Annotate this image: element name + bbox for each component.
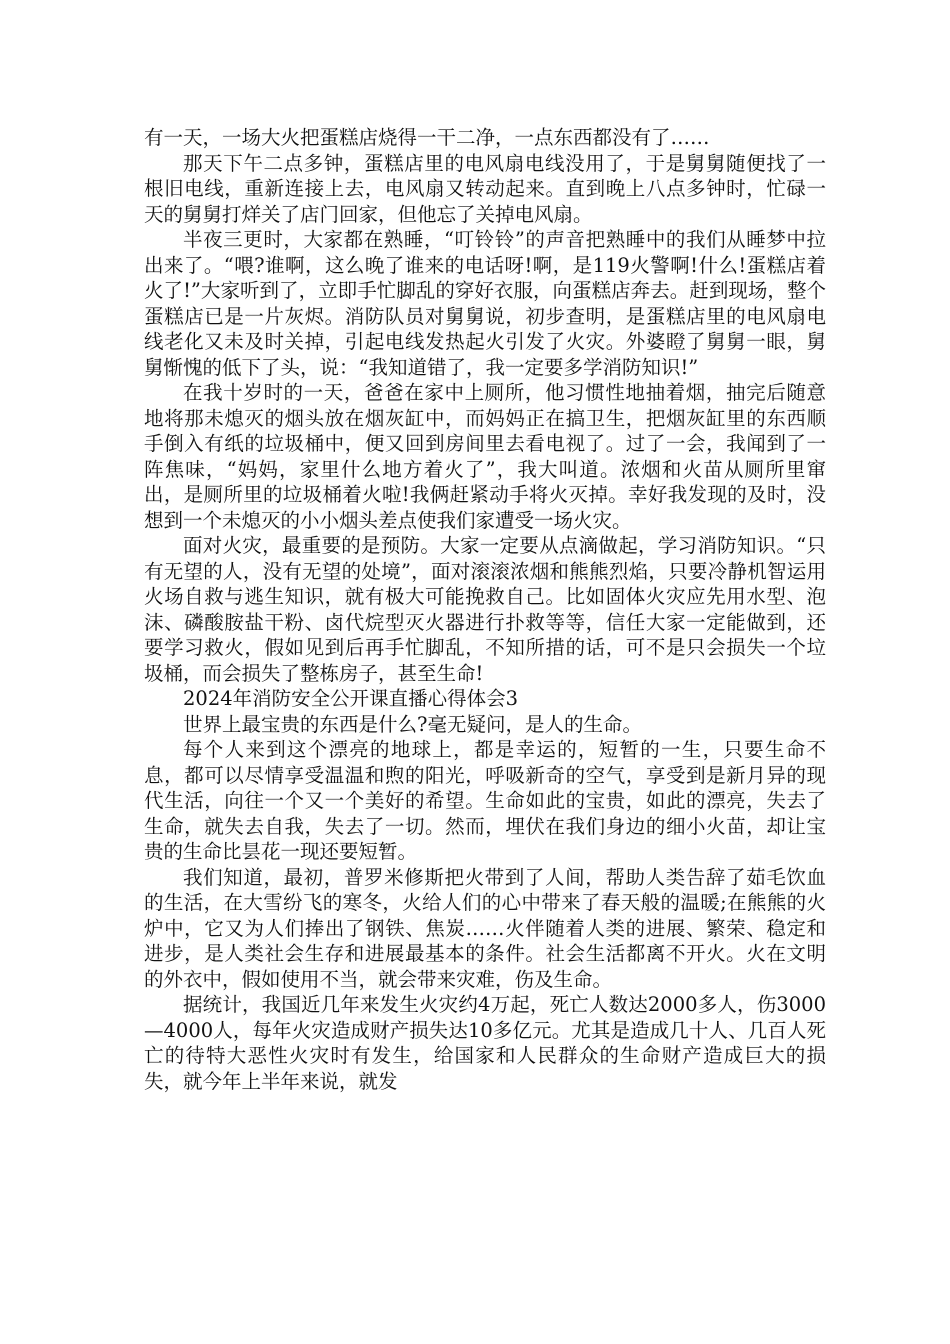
paragraph-4: 在我十岁时的一天，爸爸在家中上厕所，他习惯性地抽着烟，抽完后随意地将那未熄灭的烟头放在烟灰缸中，而妈妈正在搞卫生，把烟灰缸里的东西顺手倒入有纸的垃圾桶中，便又回到房间里去看电视了。过了一会，我闻到了一阵焦味，“妈妈，家里什么地方着火了”，我大叫道。浓烟和火苗从厕所里窜出，是厕所里的垃圾桶着火啦!我俩赶紧动手将火灭掉。幸好我发现的及时，没想到一个未熄灭的小小烟头差点使我们家遭受一场火灾。 xyxy=(144,381,826,532)
paragraph-8: 我们知道，最初，普罗米修斯把火带到了人间，帮助人类告辞了茹毛饮血的生活，在大雪纷飞的寒冬，火给人们的心中带来了春天般的温暖;在熊熊的火炉中，它又为人们捧出了钢铁、焦炭……火伴随着人类的进展、繁荣、稳定和进步，是人类社会生存和进展最基本的条件。社会生活都离不开火。火在文明的外衣中，假如使用不当，就会带来灾难，伤及生命。 xyxy=(144,865,826,991)
paragraph-7: 每个人来到这个漂亮的地球上，都是幸运的，短暂的一生，只要生命不息，都可以尽情享受温温和煦的阳光，呼吸新奇的空气，享受到是新月异的现代生活，向往一个又一个美好的希望。生命如此的宝贵，如此的漂亮，失去了生命，就失去自我，失去了一切。然而，埋伏在我们身边的细小火苗，却让宝贵的生命比昙花一现还要短暂。 xyxy=(144,738,826,863)
section-heading: 2024年消防安全公开课直播心得体会3 xyxy=(183,687,519,710)
document-page xyxy=(144,125,826,1094)
paragraph-5: 面对火灾，最重要的是预防。大家一定要从点滴做起，学习消防知识。“只有无望的人，没有无望的处境”，面对滚滚浓烟和熊熊烈焰，只要冷静机智运用火场自救与逃生知识，就有极大可能挽救自己。比如固体火灾应先用水型、泡沫、磷酸胺盐干粉、卤代烷型灭火器进行扑救等等，信任大家一定能做到，还要学习救火，假如见到后再手忙脚乱，不知所措的话，可不是只会损失一个垃圾桶，而会损失了整栋房子，甚至生命! xyxy=(144,534,826,685)
paragraph-3: 半夜三更时，大家都在熟睡，“叮铃铃”的声音把熟睡中的我们从睡梦中拉出来了。“喂?谁啊，这么晚了谁来的电话呀!啊，是119火警啊!什么!蛋糕店着火了!”大家听到了，立即手忙脚乱的穿好衣服，向蛋糕店奔去。赶到现场，整个蛋糕店已是一片灰烬。消防队员对舅舅说，初步查明，是蛋糕店里的电风扇电线老化又未及时关掉，引起电线发热起火引发了火灾。外婆瞪了舅舅一眼，舅舅惭愧的低下了头，说：“我知道错了，我一定要多学消防知识!” xyxy=(144,228,826,379)
paragraph-6: 世界上最宝贵的东西是什么?毫无疑问，是人的生命。 xyxy=(183,712,642,736)
paragraph-9: 据统计，我国近几年来发生火灾约4万起，死亡人数达2000多人，伤3000—4000人，每年火灾造成财产损失达10多亿元。尤其是造成几十人、几百人死亡的待特大恶性火灾时有发生，给国家和人民群众的生命财产造成巨大的损失，就今年上半年来说，就发 xyxy=(144,993,826,1093)
paragraph-1: 有一天，一场大火把蛋糕店烧得一干二净，一点东西都没有了…… xyxy=(144,126,710,149)
paragraph-2: 那天下午二点多钟，蛋糕店里的电风扇电线没用了，于是舅舅随便找了一根旧电线，重新连接上去，电风扇又转动起来。直到晚上八点多钟时，忙碌一天的舅舅打烊关了店门回家，但他忘了关掉电风扇。 xyxy=(144,151,826,226)
